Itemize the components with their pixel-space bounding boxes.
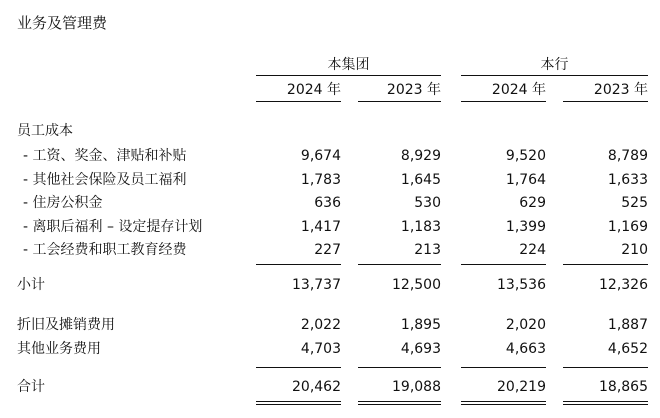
cell-value: 210	[621, 242, 648, 258]
cell-value: 20,219	[497, 379, 546, 395]
cell-value: 629	[519, 195, 546, 211]
total-rule	[256, 367, 341, 368]
row-label: - 住房公积金	[23, 195, 103, 211]
year-header-group-2024: 2024 年	[256, 82, 341, 102]
cell-value: 2,022	[300, 317, 341, 333]
cell-value: 530	[414, 195, 441, 211]
section-label-staff-costs: 员工成本	[17, 123, 73, 139]
cell-value: 1,399	[505, 219, 546, 235]
subtotal-rule	[563, 264, 648, 265]
row-label: - 工会经费和职工教育经费	[23, 242, 187, 258]
total-double-rule	[358, 401, 441, 405]
cell-value: 8,929	[400, 148, 441, 164]
row-label: 折旧及摊销费用	[17, 317, 115, 333]
page-title: 业务及管理费	[17, 14, 108, 32]
cell-value: 4,652	[607, 341, 648, 357]
cell-value: 1,895	[400, 317, 441, 333]
cell-value: 1,183	[400, 219, 441, 235]
cell-value: 8,789	[607, 148, 648, 164]
cell-value: 1,764	[505, 172, 546, 188]
subtotal-rule	[358, 264, 441, 265]
cell-value: 1,887	[607, 317, 648, 333]
total-double-rule	[256, 401, 341, 405]
cell-value: 213	[414, 242, 441, 258]
cell-value: 1,783	[300, 172, 341, 188]
cell-value: 1,645	[400, 172, 441, 188]
total-double-rule	[563, 401, 648, 405]
cell-value: 636	[314, 195, 341, 211]
year-header-bank-2023: 2023 年	[563, 82, 648, 102]
cell-value: 20,462	[292, 379, 341, 395]
total-rule	[563, 367, 648, 368]
cell-value: 224	[519, 242, 546, 258]
cell-value: 13,536	[497, 277, 546, 293]
group-header-group: 本集团	[256, 57, 441, 76]
row-label: - 离职后福利 – 设定提存计划	[23, 219, 203, 235]
cell-value: 525	[621, 195, 648, 211]
cell-value: 2,020	[505, 317, 546, 333]
cell-value: 1,417	[300, 219, 341, 235]
subtotal-rule	[256, 264, 341, 265]
subtotal-rule	[461, 264, 546, 265]
cell-value: 9,520	[505, 148, 546, 164]
total-rule	[461, 367, 546, 368]
year-header-group-2023: 2023 年	[358, 82, 441, 102]
cell-value: 12,326	[599, 277, 648, 293]
total-rule	[358, 367, 441, 368]
year-header-bank-2024: 2024 年	[461, 82, 546, 102]
cell-value: 13,737	[292, 277, 341, 293]
cell-value: 4,693	[400, 341, 441, 357]
row-label: 小计	[17, 277, 45, 293]
cell-value: 227	[314, 242, 341, 258]
row-label: - 工资、奖金、津贴和补贴	[23, 148, 187, 164]
cell-value: 18,865	[599, 379, 648, 395]
group-header-bank: 本行	[461, 57, 648, 76]
cell-value: 9,674	[300, 148, 341, 164]
cell-value: 19,088	[392, 379, 441, 395]
cell-value: 4,663	[505, 341, 546, 357]
row-label: 合计	[17, 379, 45, 395]
cell-value: 4,703	[300, 341, 341, 357]
cell-value: 12,500	[392, 277, 441, 293]
row-label: 其他业务费用	[17, 341, 101, 357]
cell-value: 1,633	[607, 172, 648, 188]
row-label: - 其他社会保险及员工福利	[23, 172, 187, 188]
cell-value: 1,169	[607, 219, 648, 235]
total-double-rule	[461, 401, 546, 405]
